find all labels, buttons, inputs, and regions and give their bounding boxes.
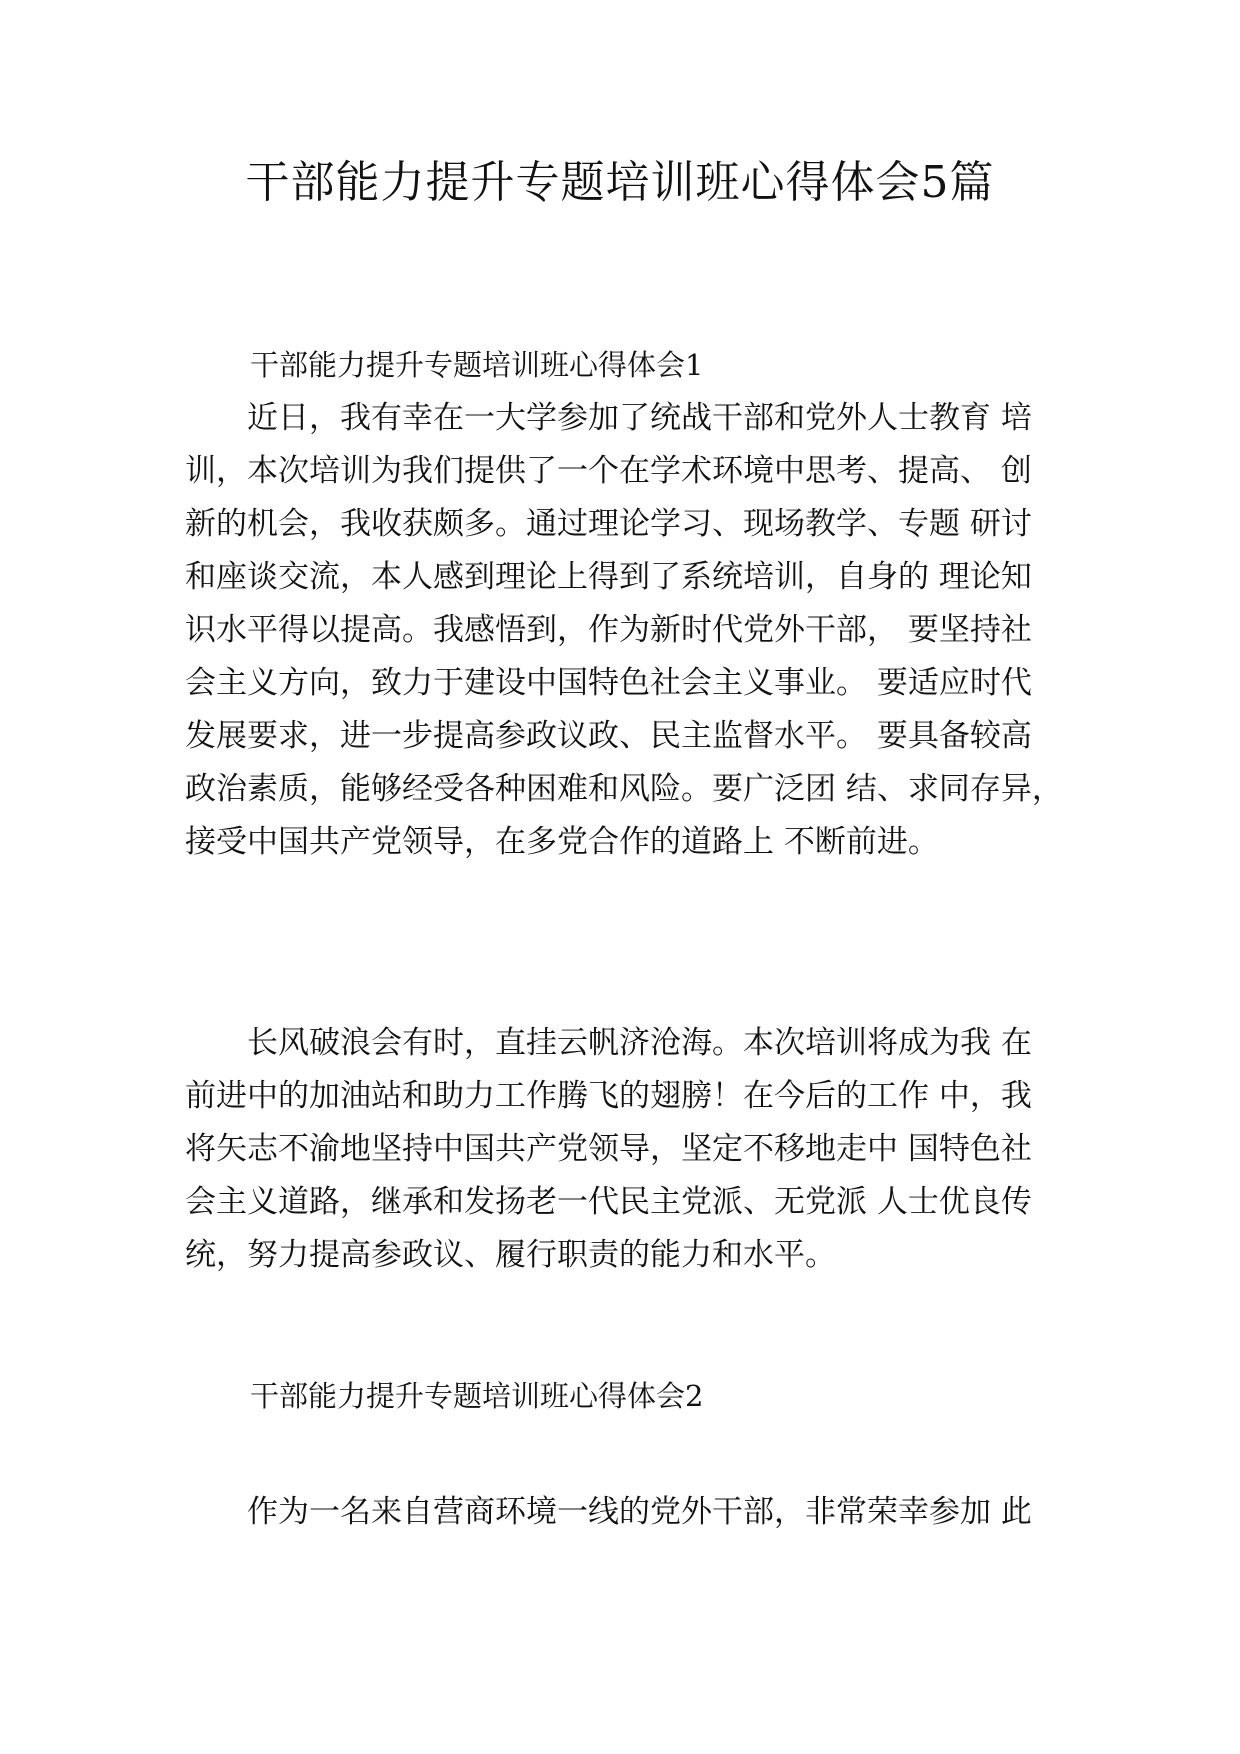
document-title: 干部能力提升专题培训班心得体会5篇 xyxy=(245,157,995,208)
paragraph-line: 接受中国共产党领导，在多党合作的道路上 不断前进。 xyxy=(185,824,939,860)
paragraph-line: 会主义方向，致力于建设中国特色社会主义事业。 要适应时代 xyxy=(185,665,1032,701)
paragraph-line: 作为一名来自营商环境一线的党外干部，非常荣幸参加 此 xyxy=(185,1494,1032,1530)
paragraph-line: 近日，我有幸在一大学参加了统战干部和党外人士教育 培 xyxy=(185,400,1032,436)
paragraph-line: 和座谈交流，本人感到理论上得到了系统培训，自身的 理论知 xyxy=(185,559,1032,595)
paragraph-line: 长风破浪会有时，直挂云帆济沧海。本次培训将成为我 在 xyxy=(185,1025,1032,1061)
section-heading-1: 干部能力提升专题培训班心得体会1 xyxy=(250,348,704,382)
paragraph-line: 前进中的加油站和助力工作腾飞的翅膀！在今后的工作 中，我 xyxy=(185,1078,1032,1114)
paragraph-line: 统，努力提高参政议、履行职责的能力和水平。 xyxy=(185,1237,836,1273)
paragraph-line: 将矢志不渝地坚持中国共产党领导，坚定不移地走中 国特色社 xyxy=(185,1131,1032,1167)
paragraph-line: 训，本次培训为我们提供了一个在学术环境中思考、提高、 创 xyxy=(185,453,1032,489)
paragraph-line: 新的机会，我收获颇多。通过理论学习、现场教学、专题 研讨 xyxy=(185,506,1032,542)
paragraph-line: 政治素质，能够经受各种困难和风险。要广泛团 结、求同存异， xyxy=(185,771,1063,807)
paragraph-line: 会主义道路，继承和发扬老一代民主党派、无党派 人士优良传 xyxy=(185,1184,1032,1220)
paragraph-line: 发展要求，进一步提高参政议政、民主监督水平。 要具备较高 xyxy=(185,718,1032,754)
section-heading-2: 干部能力提升专题培训班心得体会2 xyxy=(250,1379,704,1413)
paragraph-line: 识水平得以提高。我感悟到，作为新时代党外干部， 要坚持社 xyxy=(185,612,1032,648)
